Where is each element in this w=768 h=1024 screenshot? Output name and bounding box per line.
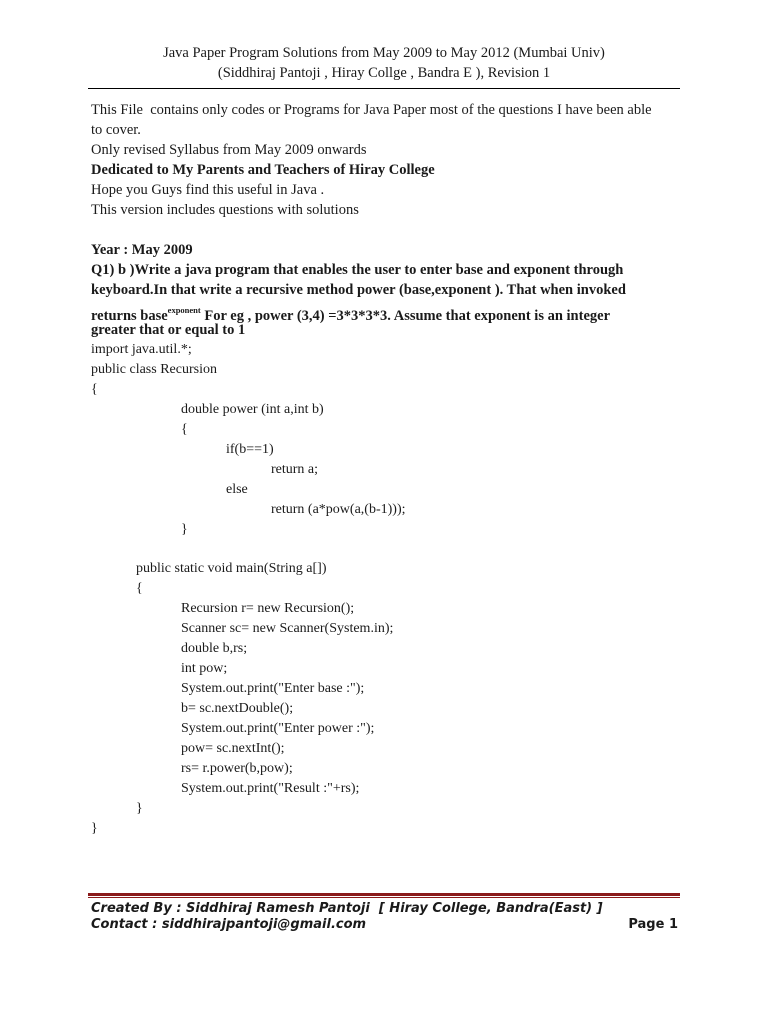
code-line: } xyxy=(91,821,98,836)
code-line: double power (int a,int b) xyxy=(181,402,324,417)
code-line: } xyxy=(136,801,143,816)
footer-divider-thin xyxy=(88,897,680,898)
header-subtitle: (Siddhiraj Pantoji , Hiray Collge , Bandra E ), Revision 1 xyxy=(217,65,551,81)
page-number: Page 1 xyxy=(628,917,678,932)
question-line-2: keyboard.In that write a recursive method power (base,exponent ). That when invoked xyxy=(91,282,626,298)
code-line: { xyxy=(181,422,188,437)
code-line: import java.util.*; xyxy=(91,342,192,357)
code-line: rs= r.power(b,pow); xyxy=(181,761,293,776)
code-line: Recursion r= new Recursion(); xyxy=(181,601,355,616)
intro-line-1: This File contains only codes or Programs for Java Paper most of the questions I have been able xyxy=(91,102,652,118)
code-line: System.out.print("Result :"+rs); xyxy=(181,781,360,796)
page-header xyxy=(0,43,768,83)
question-line-3-suffix: For eg , power (3,4) =3*3*3*3. Assume that exponent is an integer xyxy=(200,308,611,324)
question-line-4: greater that or equal to 1 xyxy=(91,322,246,338)
code-line: pow= sc.nextInt(); xyxy=(181,741,285,756)
code-line: return (a*pow(a,(b-1))); xyxy=(271,502,406,517)
code-line: return a; xyxy=(271,462,319,477)
header-title: Java Paper Program Solutions from May 2009 to May 2012 (Mumbai Univ) xyxy=(163,45,605,61)
code-line: } xyxy=(181,522,188,537)
code-line: Scanner sc= new Scanner(System.in); xyxy=(181,621,394,636)
exponent-superscript: exponent xyxy=(167,305,201,315)
header-divider xyxy=(88,88,680,89)
code-line: { xyxy=(136,581,143,596)
code-line: System.out.print("Enter power :"); xyxy=(181,721,375,736)
intro-line-5: Hope you Guys find this useful in Java . xyxy=(91,182,325,198)
intro-line-6: This version includes questions with solutions xyxy=(91,202,359,218)
question-line-1: Q1) b )Write a java program that enables the user to enter base and exponent through xyxy=(91,262,624,278)
code-line: int pow; xyxy=(181,661,228,676)
footer-created-by: Created By : Siddhiraj Ramesh Pantoji [ Hiray College, Bandra(East) ] xyxy=(91,901,603,916)
footer-divider xyxy=(88,893,680,896)
code-line: { xyxy=(91,382,98,397)
year-heading: Year : May 2009 xyxy=(91,242,193,258)
code-line: else xyxy=(226,482,248,497)
question-line-3-prefix: returns base xyxy=(91,308,168,324)
code-line: if(b==1) xyxy=(226,442,274,457)
code-line: b= sc.nextDouble(); xyxy=(181,701,294,716)
code-line: double b,rs; xyxy=(181,641,248,656)
intro-line-3: Only revised Syllabus from May 2009 onwards xyxy=(91,142,367,158)
footer-contact: Contact : siddhirajpantoji@gmail.com xyxy=(91,917,367,932)
intro-line-2: to cover. xyxy=(91,122,141,138)
dedication-line: Dedicated to My Parents and Teachers of Hiray College xyxy=(91,162,435,178)
code-line: public static void main(String a[]) xyxy=(136,561,327,576)
code-line: System.out.print("Enter base :"); xyxy=(181,681,365,696)
code-line: public class Recursion xyxy=(91,362,217,377)
